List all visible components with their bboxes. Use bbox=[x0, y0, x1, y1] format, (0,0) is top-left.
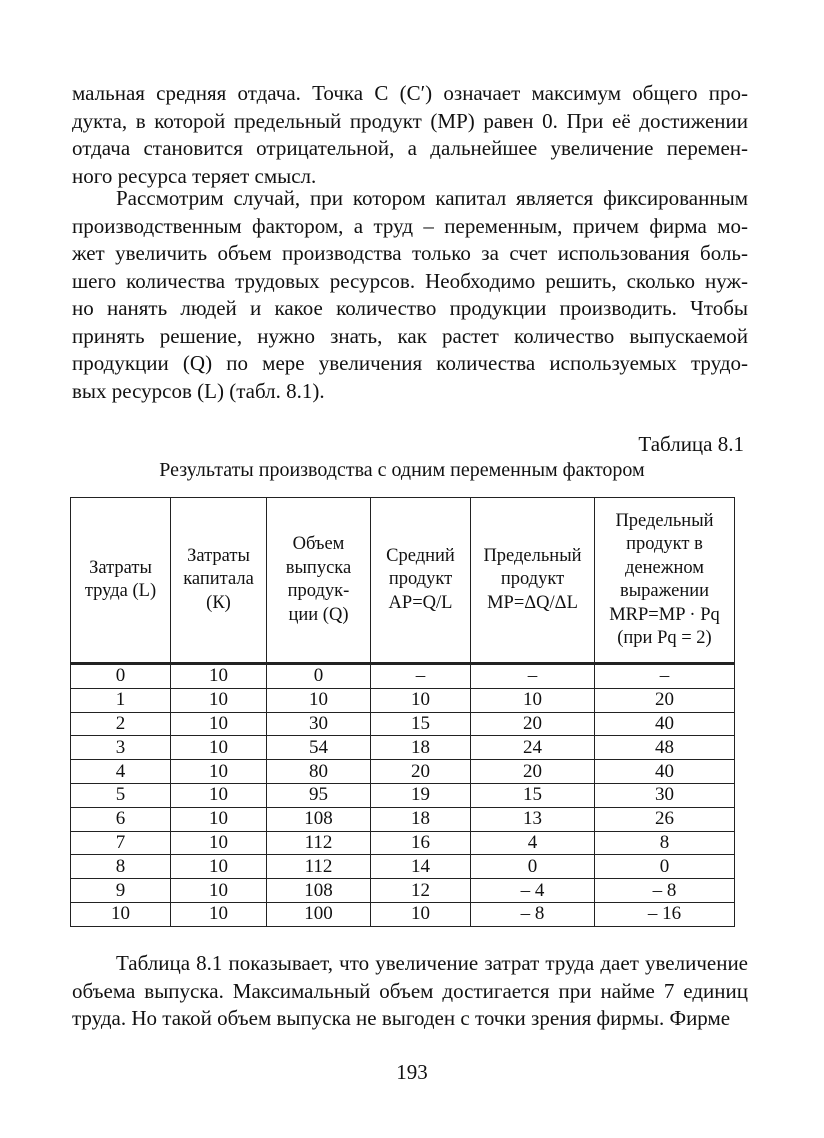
table-cell: – 8 bbox=[595, 879, 735, 903]
header-line: денежном bbox=[624, 557, 705, 578]
table-header-row bbox=[71, 498, 735, 664]
text-line: ного ресурса теряет смысл. bbox=[72, 163, 317, 188]
table-row bbox=[71, 712, 735, 736]
table-cell: – 8 bbox=[471, 902, 595, 926]
table-cell: 20 bbox=[595, 688, 735, 712]
table-body bbox=[71, 664, 735, 927]
table-row bbox=[71, 831, 735, 855]
table-cell: 10 bbox=[171, 712, 267, 736]
table-cell: 18 bbox=[371, 807, 471, 831]
text-line: но нанять людей и какое количество продукции производить. Чтобы bbox=[72, 296, 748, 320]
table-cell: 19 bbox=[371, 783, 471, 807]
header-capital bbox=[171, 498, 267, 664]
table-row bbox=[71, 736, 735, 760]
header-output bbox=[267, 498, 371, 664]
table-cell: 8 bbox=[71, 855, 171, 879]
table-cell: 108 bbox=[267, 807, 371, 831]
table-cell: 108 bbox=[267, 879, 371, 903]
table-cell: 10 bbox=[171, 902, 267, 926]
table-cell: 48 bbox=[595, 736, 735, 760]
table-cell: 0 bbox=[71, 664, 171, 689]
table-cell: 20 bbox=[371, 760, 471, 784]
table-caption: Результаты производства с одним переменным фактором bbox=[159, 459, 645, 481]
table-row bbox=[71, 807, 735, 831]
page-number: 193 bbox=[396, 1060, 428, 1084]
table-cell: 10 bbox=[171, 879, 267, 903]
table-cell: 0 bbox=[471, 855, 595, 879]
header-line: Затраты bbox=[89, 557, 152, 578]
table-cell: 0 bbox=[595, 855, 735, 879]
header-line: Предельный bbox=[483, 545, 582, 566]
table-cell: 112 bbox=[267, 831, 371, 855]
text-line: отдача становится отрицательной, а дальнейшее увеличение перемен- bbox=[72, 136, 748, 160]
table-cell: – bbox=[371, 664, 471, 689]
table-row bbox=[71, 855, 735, 879]
table-cell: 95 bbox=[267, 783, 371, 807]
table-cell: 15 bbox=[371, 712, 471, 736]
text-line: производственным фактором, а труд – переменным, причем фирма мо- bbox=[72, 213, 748, 238]
header-line: AP=Q/L bbox=[388, 592, 453, 613]
table-cell: 30 bbox=[267, 712, 371, 736]
table-cell: 20 bbox=[471, 712, 595, 736]
header-line: MRP=MP · Pq bbox=[609, 604, 720, 625]
table-cell: 40 bbox=[595, 712, 735, 736]
paragraph-capital-labor bbox=[72, 185, 748, 405]
header-line: выпуска bbox=[285, 557, 352, 578]
table-cell: 9 bbox=[71, 879, 171, 903]
table-cell: – bbox=[595, 664, 735, 689]
text-line: объема выпуска. Максимальный объем достигается при найме 7 единиц bbox=[72, 978, 748, 1003]
table-cell: 15 bbox=[471, 783, 595, 807]
table-cell: 54 bbox=[267, 736, 371, 760]
table-cell: 10 bbox=[171, 760, 267, 784]
table-cell: 10 bbox=[371, 902, 471, 926]
header-marginal-revenue-product bbox=[595, 498, 735, 664]
text-line: шего количества трудовых ресурсов. Необходимо решить, сколько нуж- bbox=[72, 268, 748, 293]
table-cell: 112 bbox=[267, 855, 371, 879]
text-line: принять решение, нужно знать, как растет количество выпускаемой bbox=[72, 323, 748, 348]
header-labor bbox=[71, 498, 171, 664]
text-line: Таблица 8.1 показывает, что увеличение затрат труда дает увеличение bbox=[116, 951, 748, 975]
table-cell: 30 bbox=[595, 783, 735, 807]
header-line: продукт bbox=[388, 569, 453, 590]
table-cell: 10 bbox=[171, 664, 267, 689]
text-line: дукта, в которой предельный продукт (МР) равен 0. При её достижении bbox=[72, 108, 748, 133]
header-line: Предельный bbox=[615, 510, 714, 531]
table-cell: 10 bbox=[171, 855, 267, 879]
table-cell: 10 bbox=[171, 688, 267, 712]
table-cell: 40 bbox=[595, 760, 735, 784]
header-line: Объем bbox=[292, 534, 345, 554]
header-line: MP=ΔQ/ΔL bbox=[487, 592, 578, 613]
table-cell: 10 bbox=[371, 688, 471, 712]
header-line: (К) bbox=[206, 592, 231, 613]
header-line: продукт bbox=[500, 569, 565, 590]
table-cell: 18 bbox=[371, 736, 471, 760]
table-cell: 10 bbox=[171, 736, 267, 760]
table-cell: – 4 bbox=[471, 879, 595, 903]
paragraph-intro bbox=[72, 80, 748, 190]
table-cell: 10 bbox=[267, 688, 371, 712]
header-average-product bbox=[371, 498, 471, 664]
table-cell: 10 bbox=[171, 807, 267, 831]
header-line: продукт в bbox=[626, 534, 703, 554]
table-cell: 0 bbox=[267, 664, 371, 689]
paragraph-table-explanation bbox=[72, 950, 748, 1033]
text-line: продукции (Q) по мере увеличения количества используемых трудо- bbox=[72, 351, 748, 375]
text-line: Рассмотрим случай, при котором капитал является фиксированным bbox=[116, 186, 748, 210]
table-cell: 10 bbox=[171, 831, 267, 855]
header-line: (при Pq = 2) bbox=[617, 628, 712, 648]
header-line: ции (Q) bbox=[288, 604, 349, 625]
production-table bbox=[70, 497, 735, 927]
table-cell: 4 bbox=[71, 760, 171, 784]
table-row bbox=[71, 760, 735, 784]
table-cell: 6 bbox=[71, 807, 171, 831]
table-cell: 100 bbox=[267, 902, 371, 926]
table-row bbox=[71, 688, 735, 712]
text-line: вых ресурсов (L) (табл. 8.1). bbox=[72, 378, 325, 403]
table-cell: 10 bbox=[471, 688, 595, 712]
table-cell: 20 bbox=[471, 760, 595, 784]
text-line: жет увеличить объем производства только за счет использования боль- bbox=[72, 241, 748, 265]
header-line: продук- bbox=[287, 581, 350, 601]
table-cell: 8 bbox=[595, 831, 735, 855]
table-row bbox=[71, 664, 735, 689]
header-line: выражении bbox=[619, 581, 710, 601]
text-line: труда. Но такой объем выпуска не выгоден с точки зрения фирмы. Фирме bbox=[72, 1006, 731, 1030]
table-cell: 1 bbox=[71, 688, 171, 712]
text-line: мальная средняя отдача. Точка С (С′) означает максимум общего про- bbox=[72, 81, 748, 105]
table-cell: 16 bbox=[371, 831, 471, 855]
header-line: Затраты bbox=[187, 545, 250, 566]
table-cell: – 16 bbox=[595, 902, 735, 926]
table-cell: 24 bbox=[471, 736, 595, 760]
table-cell: 12 bbox=[371, 879, 471, 903]
table-row bbox=[71, 879, 735, 903]
table-row bbox=[71, 902, 735, 926]
table-cell: 10 bbox=[171, 783, 267, 807]
header-line: капитала bbox=[183, 569, 254, 590]
table-cell: 4 bbox=[471, 831, 595, 855]
table-cell: 80 bbox=[267, 760, 371, 784]
table-cell: 26 bbox=[595, 807, 735, 831]
table-cell: 14 bbox=[371, 855, 471, 879]
header-line: труда (L) bbox=[84, 581, 157, 601]
table-cell: 2 bbox=[71, 712, 171, 736]
table-cell: – bbox=[471, 664, 595, 689]
table-cell: 13 bbox=[471, 807, 595, 831]
table-cell: 7 bbox=[71, 831, 171, 855]
header-line: Средний bbox=[386, 545, 455, 566]
table-cell: 10 bbox=[71, 902, 171, 926]
header-marginal-product bbox=[471, 498, 595, 664]
table-row bbox=[71, 783, 735, 807]
table-cell: 5 bbox=[71, 783, 171, 807]
table-number-label: Таблица 8.1 bbox=[638, 432, 744, 456]
table-cell: 3 bbox=[71, 736, 171, 760]
